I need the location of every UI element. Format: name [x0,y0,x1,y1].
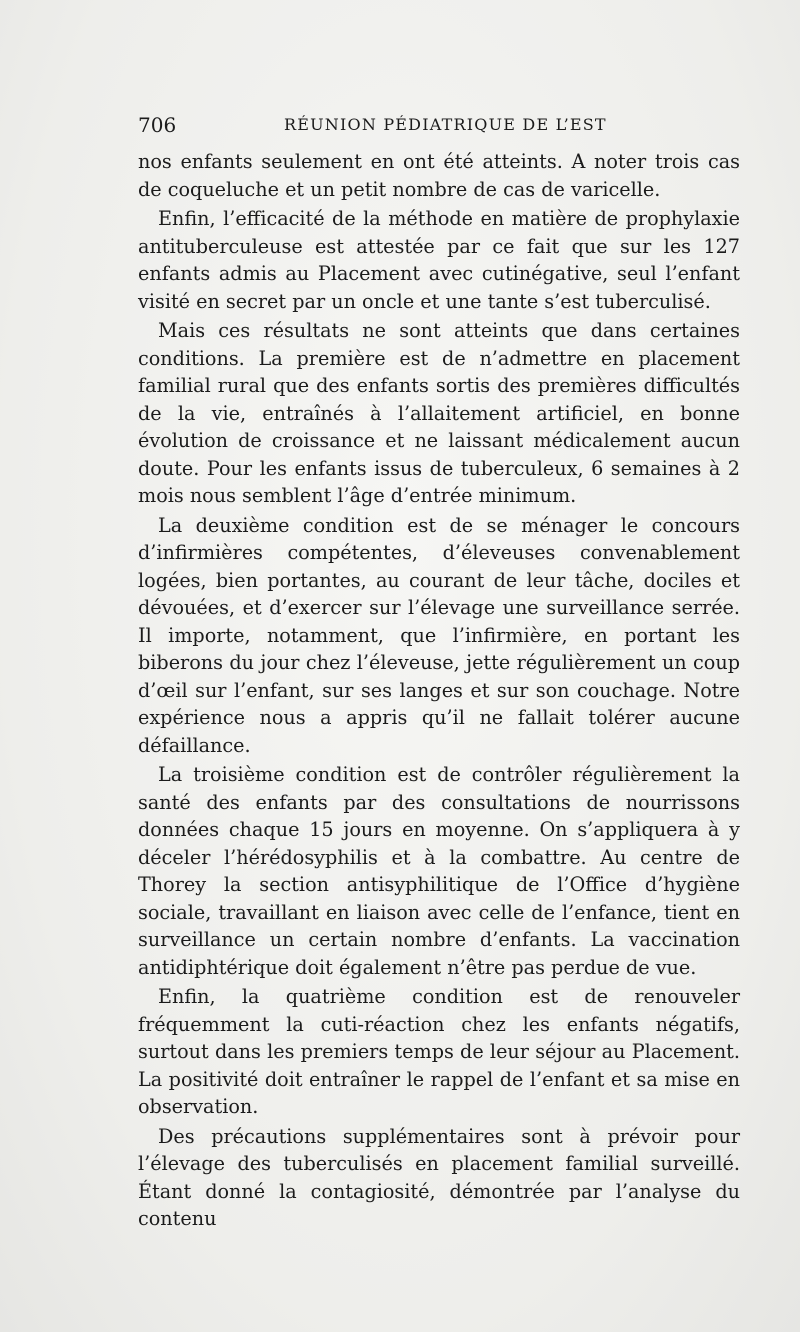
running-title: RÉUNION PÉDIATRIQUE DE L’EST [284,115,607,134]
paragraph-fourth-condition: Enfin, la quatrième condition est de renouveler fréquemment la cuti-réaction chez les enfants négatifs, surtout dans les premiers temps de leur séjour au Placement. La positivité doit entraîner le rappel de l’enfant et sa mise en observation. [138,985,740,1118]
paragraph-prophylaxis: Enfin, l’efficacité de la méthode en matière de prophylaxie antituberculeuse est attestée par ce fait que sur les 127 enfants admis au Placement avec cutinégative, seul l’enfant visité en secret par un oncle et une tante s’est tuberculisé. [138,207,740,313]
paragraph-first-condition: Mais ces résultats ne sont atteints que dans certaines conditions. La première est de n’admettre en placement familial rural que des enfants sortis des premières difficultés de la vie, entraînés à l’allaitement artificiel, en bonne évolution de croissance et ne laissant médicalement aucun doute. Pour les enfants issus de tuberculeux, 6 semaines à 2 mois nous semblent l’âge d’entrée minimum. [138,319,740,507]
paragraph-third-condition: La troisième condition est de contrôler régulièrement la santé des enfants par des consultations de nourrissons données chaque 15 jours en moyenne. On s’appliquera à y déceler l’hérédosyphilis et à la combattre. Au centre de Thorey la section antisyphilitique de l’Office d’hygiène sociale, travaillant en liaison avec celle de l’enfance, tient en surveillance un certain nombre d’enfants. La vaccination antidiphtérique doit également n’être pas perdue de vue. [138,763,740,979]
page-number: 706 [138,113,177,137]
paragraph-second-condition: La deuxième condition est de se ménager le concours d’infirmières compétentes, d’éleveuses convenablement logées, bien portantes, au courant de leur tâche, dociles et dévouées, et d’exercer sur l’élevage une surveillance serrée. Il importe, notamment, que l’infirmière, en portant les biberons du jour chez l’éleveuse, jette régulièrement un coup d’œil sur l’enfant, sur ses langes et sur son couchage. Notre expérience nous a appris qu’il ne fallait tolérer aucune défaillance. [138,513,740,757]
page-header [138,110,740,140]
body-text [138,148,740,1233]
paragraph-continuation: nos enfants seulement en ont été atteints. A noter trois cas de coqueluche et un petit nombre de cas de varicelle. [138,150,740,201]
paragraph-precautions: Des précautions supplémentaires sont à prévoir pour l’élevage des tuberculisés en placement familial surveillé. Étant donné la contagiosité, démontrée par l’analyse du contenu [138,1124,740,1230]
